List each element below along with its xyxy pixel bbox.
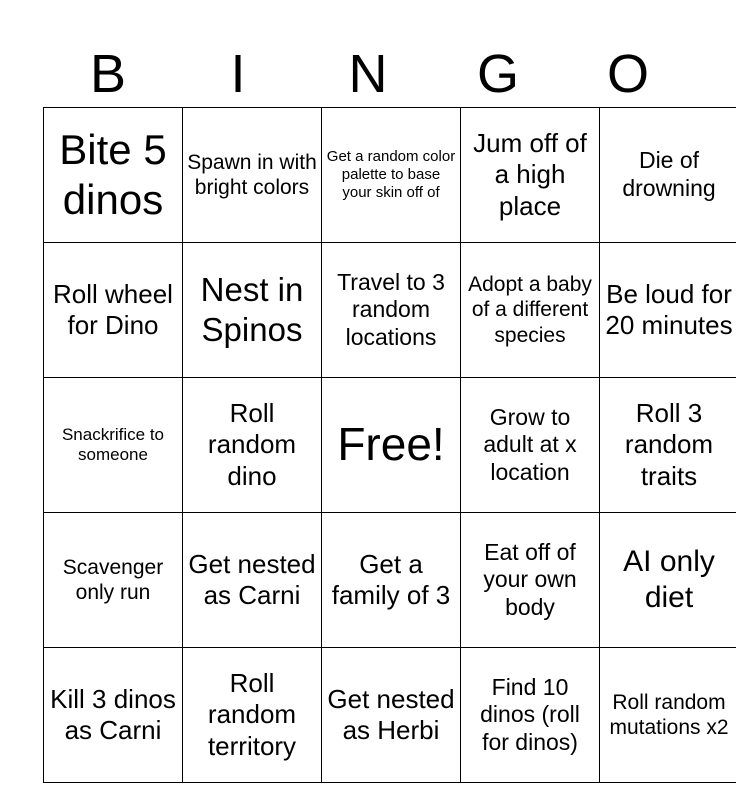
board-row (44, 243, 736, 378)
bingo-cell[interactable]: Snackrifice to someone (44, 378, 183, 513)
bingo-cell[interactable]: Get nested as Carni (183, 513, 322, 648)
bingo-cell[interactable]: Jum off of a high place (461, 108, 600, 243)
board-row (44, 108, 736, 243)
bingo-cell[interactable]: Scavenger only run (44, 513, 183, 648)
bingo-cell[interactable]: Bite 5 dinos (44, 108, 183, 243)
bingo-cell[interactable]: Get nested as Herbi (322, 648, 461, 783)
board-row (44, 513, 736, 648)
header-letter-b: B (89, 44, 127, 104)
bingo-cell[interactable]: Nest in Spinos (183, 243, 322, 378)
header-letter-g: G (476, 44, 519, 104)
bingo-cell[interactable]: Spawn in with bright colors (183, 108, 322, 243)
bingo-cell[interactable]: Adopt a baby of a different species (461, 243, 600, 378)
bingo-cell[interactable]: Roll random dino (183, 378, 322, 513)
header-letter-o: O (606, 44, 649, 104)
bingo-cell[interactable]: Get a random color palette to base your skin off of (322, 108, 461, 243)
header-letter-n: N (348, 44, 388, 104)
board-row (44, 648, 736, 783)
free-space-cell[interactable]: Free! (322, 378, 461, 513)
bingo-header (43, 40, 693, 108)
bingo-cell[interactable]: Roll random territory (183, 648, 322, 783)
bingo-cell[interactable]: Roll wheel for Dino (44, 243, 183, 378)
bingo-cell[interactable]: Find 10 dinos (roll for dinos) (461, 648, 600, 783)
bingo-cell[interactable]: Kill 3 dinos as Carni (44, 648, 183, 783)
bingo-cell[interactable]: Travel to 3 random locations (322, 243, 461, 378)
header-letter-i: I (230, 44, 246, 104)
bingo-cell[interactable]: Be loud for 20 minutes (600, 243, 736, 378)
board-row (44, 378, 736, 513)
bingo-cell[interactable]: Get a family of 3 (322, 513, 461, 648)
bingo-cell[interactable]: Eat off of your own body (461, 513, 600, 648)
bingo-cell[interactable]: Roll random mutations x2 (600, 648, 736, 783)
bingo-cell[interactable]: Roll 3 random traits (600, 378, 736, 513)
bingo-board (43, 107, 736, 783)
bingo-cell[interactable]: Grow to adult at x location (461, 378, 600, 513)
bingo-cell[interactable]: Die of drowning (600, 108, 736, 243)
bingo-cell[interactable]: AI only diet (600, 513, 736, 648)
